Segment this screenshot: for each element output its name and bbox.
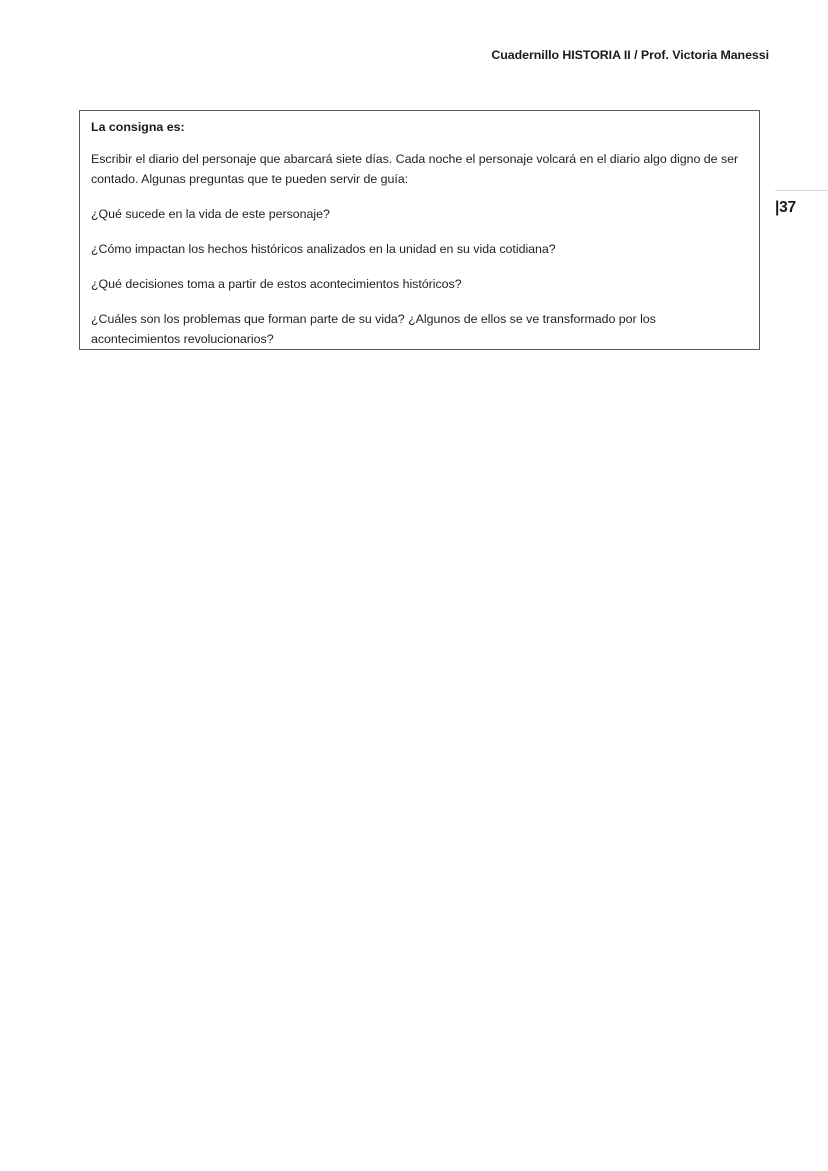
page-number: |37: [775, 199, 796, 216]
consigna-question-4: ¿Cuáles son los problemas que forman parte de su vida? ¿Algunos de ellos se ve transformado por los acontecimientos revolucionarios?: [91, 311, 656, 347]
consigna-box: [79, 110, 760, 350]
page-number-block: [775, 190, 828, 216]
running-header: Cuadernillo HISTORIA II / Prof. Victoria Manessi: [491, 48, 769, 62]
consigna-box-content: [80, 111, 759, 349]
consigna-question-2: ¿Cómo impactan los hechos históricos analizados en la unidad en su vida cotidiana?: [91, 241, 556, 256]
consigna-question-3: ¿Qué decisiones toma a partir de estos acontecimientos históricos?: [91, 276, 462, 291]
page-number-divider: [775, 190, 828, 191]
consigna-title: La consigna es:: [91, 120, 185, 134]
consigna-paragraph-intro: Escribir el diario del personaje que abarcará siete días. Cada noche el personaje volcará en el diario algo digno de ser contado. Algunas preguntas que te pueden servir de guía:: [91, 151, 739, 186]
consigna-question-1: ¿Qué sucede en la vida de este personaje?: [91, 206, 330, 221]
